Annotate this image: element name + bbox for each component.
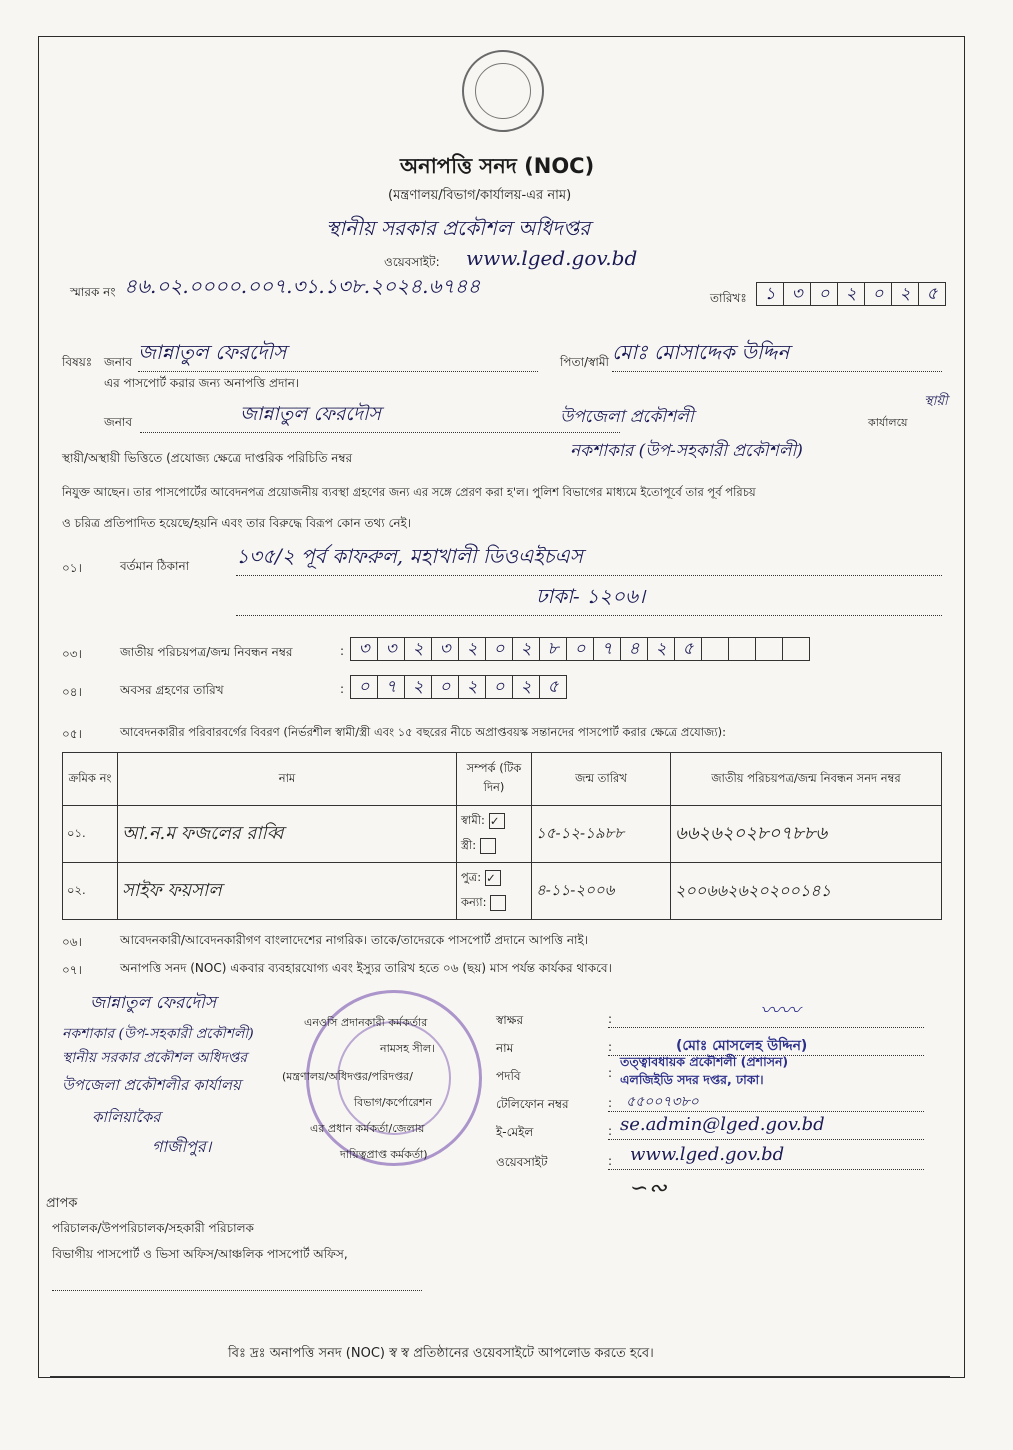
item-05-label: আবেদনকারীর পরিবারবর্গের বিবরণ (নির্ভরশীল স্বামী/স্ত্রী এবং ১৫ বছরের নীচে অপ্রাপ্তবয়স্ক সন্তানদের পাসপোর্ট করার ক্ষেত্রে প্রযোজ্য):	[120, 725, 727, 739]
row-relation	[457, 863, 532, 920]
nid-digit: ২	[404, 637, 432, 661]
family-table-header	[63, 753, 942, 806]
row-dob: ১৫-১২-১৯৮৮	[532, 806, 671, 863]
officer-label: এর প্রধান কর্মকর্তা/জেলায়	[310, 1122, 425, 1135]
item-04-colon: :	[340, 682, 345, 696]
nid-digit: ৫	[674, 637, 702, 661]
rel-option: স্বামী:	[461, 813, 485, 827]
website-label-2: ওয়েবসাইট	[496, 1155, 548, 1169]
body-line-c: ও চরিত্র প্রতিপাদিত হয়েছে/হয়নি এবং তার বিরুদ্ধে বিরূপ কোন তথ্য নেই।	[62, 516, 412, 530]
body-line-b: নিযুক্ত আছেন। তার পাসপোর্টের আবেদনপত্র প্রয়োজনীয় ব্যবস্থা গ্রহণের জন্য এর সঙ্গে প্রেরণ করা হ'ল। পুলিশ বিভাগের মাধ্যমে ইতোপূর্বে তার পূর্ব পরিচয়	[62, 485, 756, 499]
date-digit: ৩	[783, 282, 811, 306]
father-label: পিতা/স্বামী	[560, 355, 609, 369]
present-address-line2: ঢাকা- ১২০৬।	[236, 582, 942, 616]
present-address-line1: ১৩৫/২ পূর্ব কাফরুল, মহাখালী ডিওএইচএস	[236, 542, 942, 576]
phone-label: টেলিফোন নম্বর	[496, 1097, 569, 1111]
nid-digit	[755, 637, 783, 661]
item-07-text: অনাপত্তি সনদ (NOC) একবার ব্যবহারযোগ্য এবং ইস্যুর তারিখ হতে ০৬ (ছয়) মাস পর্যন্ত কার্যকর থাকবে।	[120, 961, 612, 975]
checkbox-icon	[490, 895, 506, 911]
reference-number: ৪৬.০২.০০০০.০০৭.৩১.১৩৮.২০২৪.৬৭৪৪	[124, 274, 481, 298]
item-01-label: বর্তমান ঠিকানা	[120, 559, 190, 573]
nid-digit: ২	[647, 637, 675, 661]
nid-digit: ৪	[620, 637, 648, 661]
date-digit: ১	[756, 282, 784, 306]
date-label: তারিখঃ	[710, 291, 747, 305]
secondary-signature-icon: ∽∾	[630, 1176, 667, 1201]
retire-digit: ০	[350, 675, 378, 699]
designation-colon: :	[608, 1066, 613, 1080]
nid-digit: ৭	[593, 637, 621, 661]
row-serial: ০১.	[63, 806, 118, 863]
office-name: স্থানীয় সরকার প্রকৌশল অধিদপ্তর	[326, 216, 591, 240]
applicant-name: জান্নাতুল ফেরদৌস	[138, 338, 538, 372]
item-03-number: ০৩।	[62, 647, 82, 661]
bottom-divider	[50, 1376, 950, 1377]
designation-label: পদবি	[496, 1069, 521, 1083]
item-03-label: জাতীয় পরিচয়পত্র/জন্ম নিবন্ধন নম্বর	[120, 645, 293, 659]
seal-hand-line: উপজেলা প্রকৌশলীর কার্যালয়	[62, 1076, 241, 1094]
col-dob: জন্ম তারিখ	[532, 753, 671, 806]
table-row	[63, 806, 942, 863]
checkbox-icon	[480, 838, 496, 854]
nid-digit	[701, 637, 729, 661]
date-digit: ০	[864, 282, 892, 306]
date-digit: ৫	[918, 282, 946, 306]
item-04-label: অবসর গ্রহণের তারিখ	[120, 683, 224, 697]
item-01-number: ০১।	[62, 561, 82, 575]
row-nid: ২০০৬৬২৬২০২০০১৪১	[671, 863, 942, 920]
family-table	[62, 752, 942, 920]
retire-digit: ০	[485, 675, 513, 699]
row-serial: ০২.	[63, 863, 118, 920]
retire-digit: ২	[512, 675, 540, 699]
phone-line: :	[608, 1096, 924, 1112]
retire-digit: ০	[431, 675, 459, 699]
officer-label: (মন্ত্রণালয়/অধিদপ্তর/পরিদপ্তর/	[282, 1070, 413, 1083]
date-digit: ০	[810, 282, 838, 306]
officer-label: এনওসি প্রদানকারী কর্মকর্তার	[304, 1016, 428, 1029]
seal-hand-line: স্থানীয় সরকার প্রকৌশল অধিদপ্তর	[62, 1050, 247, 1066]
margin-note: স্থায়ী	[924, 394, 948, 409]
seal-hand-line: নকশাকার (উপ-সহকারী প্রকৌশলী)	[62, 1026, 254, 1042]
retire-digit: ২	[404, 675, 432, 699]
applicant-name-2: জান্নাতুল ফেরদৌস	[140, 400, 620, 433]
recipient-label: প্রাপক	[46, 1196, 78, 1211]
body-janab: জনাব	[104, 415, 133, 429]
officer-label: দায়িত্বপ্রাপ্ত কর্মকর্তা)	[340, 1148, 428, 1161]
col-name: নাম	[118, 753, 457, 806]
officer-office: এলজিইডি সদর দপ্তর, ঢাকা।	[620, 1072, 764, 1087]
officer-label: নামসহ সীল।	[380, 1042, 435, 1055]
col-relation: সম্পর্ক (টিক দিন)	[457, 753, 532, 806]
seal-hand-line: জান্নাতুল ফেরদৌস	[90, 993, 217, 1013]
nid-digit	[782, 637, 810, 661]
website-value: www.lged.gov.bd	[466, 246, 638, 270]
rel-option: স্ত্রী:	[461, 838, 477, 852]
recipient-blank-line	[52, 1290, 422, 1291]
item-06-number: ০৬।	[62, 935, 82, 949]
email-label: ই-মেইল	[496, 1125, 534, 1139]
checkbox-checked-icon: ✓	[485, 870, 501, 886]
item-04-number: ০৪।	[62, 685, 82, 699]
seal-hand-line: কালিয়াকৈর	[92, 1108, 161, 1126]
row-dob: ৪-১১-২০০৬	[532, 863, 671, 920]
item-06-text: আবেদনকারী/আবেদনকারীগণ বাংলাদেশের নাগরিক। তাকে/তাদেরকে পাসপোর্ট প্রদানে আপত্তি নাই।	[120, 933, 589, 947]
officer-label: বিভাগ/কর্পোরেশন	[354, 1096, 432, 1109]
body-line-a: স্থায়ী/অস্থায়ী ভিত্তিতে (প্রযোজ্য ক্ষেত্রে দাপ্তরিক পরিচিতি নম্বর	[62, 451, 353, 465]
rel-option: পুত্র:	[461, 870, 482, 884]
website-label: ওয়েবসাইট:	[384, 255, 440, 269]
officer-name: (মোঃ মোসলেহ উদ্দিন)	[676, 1038, 808, 1054]
page-title: অনাপত্তি সনদ (NOC)	[400, 154, 595, 178]
row-relation	[457, 806, 532, 863]
subject-line2: এর পাসপোর্ট করার জন্য অনাপত্তি প্রদান।	[104, 376, 300, 390]
reference-label: স্মারক নং	[70, 285, 116, 299]
row-name: সাইফ ফয়সাল	[118, 863, 457, 920]
karyalaye-label: কার্যালয়ে	[868, 416, 908, 429]
item-05-number: ০৫।	[62, 727, 82, 741]
signature-label: স্বাক্ষর	[496, 1013, 524, 1027]
date-digit: ২	[837, 282, 865, 306]
retire-digit: ২	[458, 675, 486, 699]
nid-digit: ২	[458, 637, 486, 661]
nid-digit: ৩	[431, 637, 459, 661]
nid-digit: ৩	[350, 637, 378, 661]
phone-value: ৫৫০০৭৩৮০	[626, 1094, 699, 1110]
officer-title: তত্ত্বাবধায়ক প্রকৌশলী (প্রশাসন)	[620, 1054, 789, 1069]
website-line: :	[608, 1154, 924, 1170]
row-name: আ.ন.ম ফজলের রাব্বি	[118, 806, 457, 863]
signature-scribble-icon: 〰〰	[760, 998, 800, 1022]
item-03-colon: :	[340, 644, 345, 658]
date-boxes	[756, 282, 945, 306]
name-line: :	[608, 1040, 924, 1056]
retire-digit: ৭	[377, 675, 405, 699]
item-07-number: ০৭।	[62, 963, 82, 977]
website-value-2: www.lged.gov.bd	[630, 1144, 785, 1165]
footer-note: বিঃ দ্রঃ অনাপত্তি সনদ (NOC) স্ব স্ব প্রতিষ্ঠানের ওয়েবসাইটে আপলোড করতে হবে।	[228, 1346, 654, 1361]
email-value: se.admin@lged.gov.bd	[620, 1114, 825, 1135]
nid-boxes	[350, 637, 809, 661]
nid-digit: ২	[512, 637, 540, 661]
checkbox-checked-icon: ✓	[489, 813, 505, 829]
email-line: :	[608, 1124, 924, 1140]
retirement-boxes	[350, 675, 566, 699]
recipient-line2: বিভাগীয় পাসপোর্ট ও ভিসা অফিস/আঞ্চলিক পাসপোর্ট অফিস,	[52, 1247, 348, 1261]
designation-hand: নকশাকার (উপ-সহকারী প্রকৌশলী)	[570, 441, 803, 461]
father-name: মোঃ মোসাদ্দেক উদ্দিন	[612, 338, 942, 372]
retire-digit: ৫	[539, 675, 567, 699]
post-name: উপজেলা প্রকৌশলী	[560, 407, 694, 427]
col-serial: ক্রমিক নং	[63, 753, 118, 806]
nid-digit: ৮	[539, 637, 567, 661]
subject-janab: জনাব	[104, 355, 133, 369]
seal-hand-line: গাজীপুর।	[152, 1137, 212, 1156]
page-subtitle: (মন্ত্রণালয়/বিভাগ/কার্যালয়-এর নাম)	[388, 188, 572, 203]
subject-label: বিষয়ঃ	[62, 355, 93, 369]
nid-digit: ৩	[377, 637, 405, 661]
row-nid: ৬৬২৬২০২৮০৭৮৮৬	[671, 806, 942, 863]
rel-option: কন্যা:	[461, 895, 487, 909]
nid-digit: ০	[485, 637, 513, 661]
signature-line: :	[608, 1012, 924, 1028]
nid-digit	[728, 637, 756, 661]
recipient-line1: পরিচালক/উপপরিচালক/সহকারী পরিচালক	[52, 1221, 254, 1235]
col-nid: জাতীয় পরিচয়পত্র/জন্ম নিবন্ধন সনদ নম্বর	[671, 753, 942, 806]
date-digit: ২	[891, 282, 919, 306]
name-label: নাম	[496, 1041, 514, 1055]
table-row	[63, 863, 942, 920]
nid-digit: ০	[566, 637, 594, 661]
government-seal-icon	[462, 50, 544, 132]
